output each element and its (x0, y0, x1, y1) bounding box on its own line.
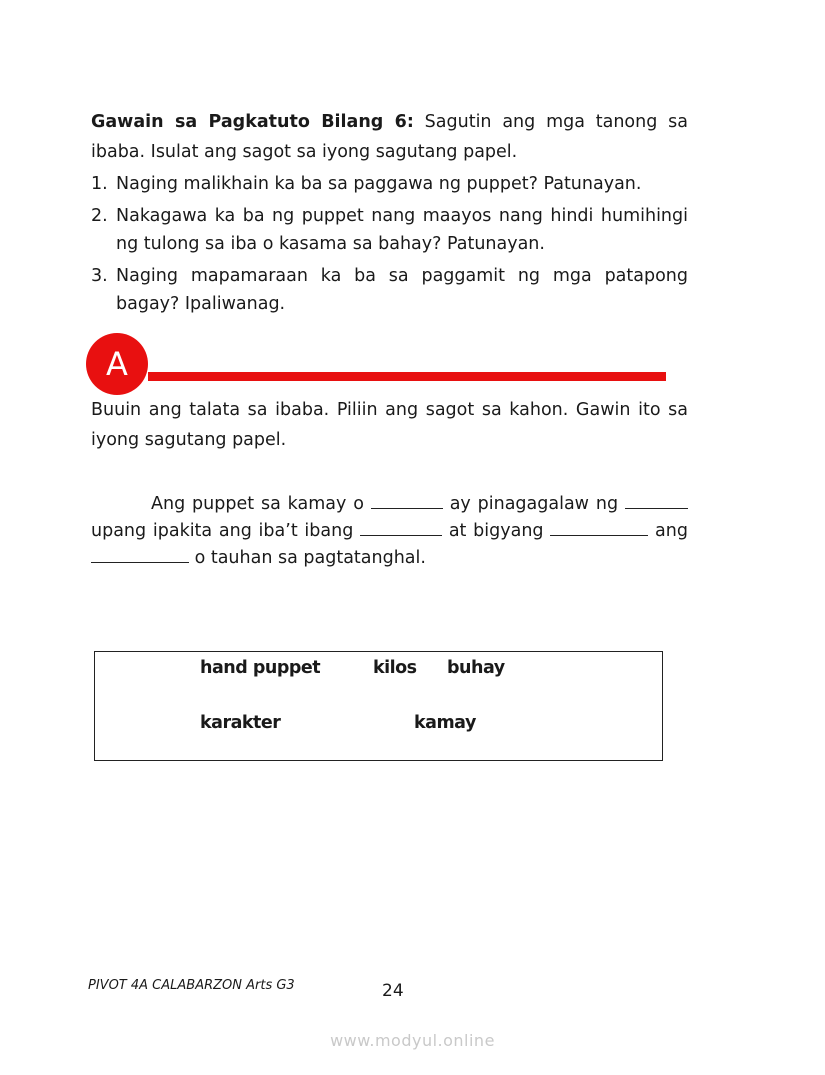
answer-blank[interactable] (371, 492, 443, 509)
word-choice-box (94, 651, 663, 761)
answer-blank[interactable] (550, 519, 648, 536)
activity-instructions (91, 107, 688, 167)
activity-instruction: Sagutin ang mga tanong sa ibaba. Isulat ang sagot sa iyong sagutang papel. (91, 112, 688, 162)
word-choice: kilos (373, 658, 417, 678)
paragraph-text: at bigyang (448, 521, 544, 541)
word-choice: kamay (414, 713, 476, 733)
page-number: 24 (382, 981, 404, 1001)
question-item (91, 262, 688, 318)
question-number: 1. (91, 174, 108, 194)
answer-blank[interactable] (625, 492, 688, 509)
paragraph-text: o tauhan sa pagtatanghal. (194, 548, 426, 568)
question-text: Naging mapamaraan ka ba sa paggamit ng mga patapong bagay? Ipaliwanag. (116, 266, 688, 314)
word-choice: buhay (447, 658, 505, 678)
question-item (91, 202, 688, 258)
section-divider-bar (148, 372, 666, 381)
question-item (91, 170, 688, 198)
question-text: Nakagawa ka ba ng puppet nang maayos nang hindi humihingi ng tulong sa iba o kasama sa bahay? Patunayan. (116, 206, 688, 254)
watermark: www.modyul.online (330, 1031, 495, 1050)
paragraph-text: ay pinagagalaw ng (449, 494, 619, 514)
question-number: 3. (91, 266, 108, 286)
answer-blank[interactable] (360, 519, 442, 536)
paragraph-text: ang (655, 521, 688, 541)
answer-blank[interactable] (91, 546, 189, 563)
word-choice: hand puppet (200, 658, 321, 678)
fill-in-paragraph (91, 491, 688, 572)
paragraph-text: Ang puppet sa kamay o (151, 494, 364, 514)
paragraph-text: upang ipakita ang iba’t ibang (91, 521, 354, 541)
question-list (91, 170, 688, 322)
section-instruction: Buuin ang talata sa ibaba. Piliin ang sagot sa kahon. Gawin ito sa iyong sagutang papel. (91, 400, 688, 450)
question-number: 2. (91, 206, 108, 226)
question-text: Naging malikhain ka ba sa paggawa ng puppet? Patunayan. (116, 174, 642, 194)
activity-title: Gawain sa Pagkatuto Bilang 6: (91, 112, 414, 132)
word-choice: karakter (200, 713, 281, 733)
footer-source: PIVOT 4A CALABARZON Arts G3 (88, 978, 295, 993)
section-badge: A (86, 333, 148, 395)
